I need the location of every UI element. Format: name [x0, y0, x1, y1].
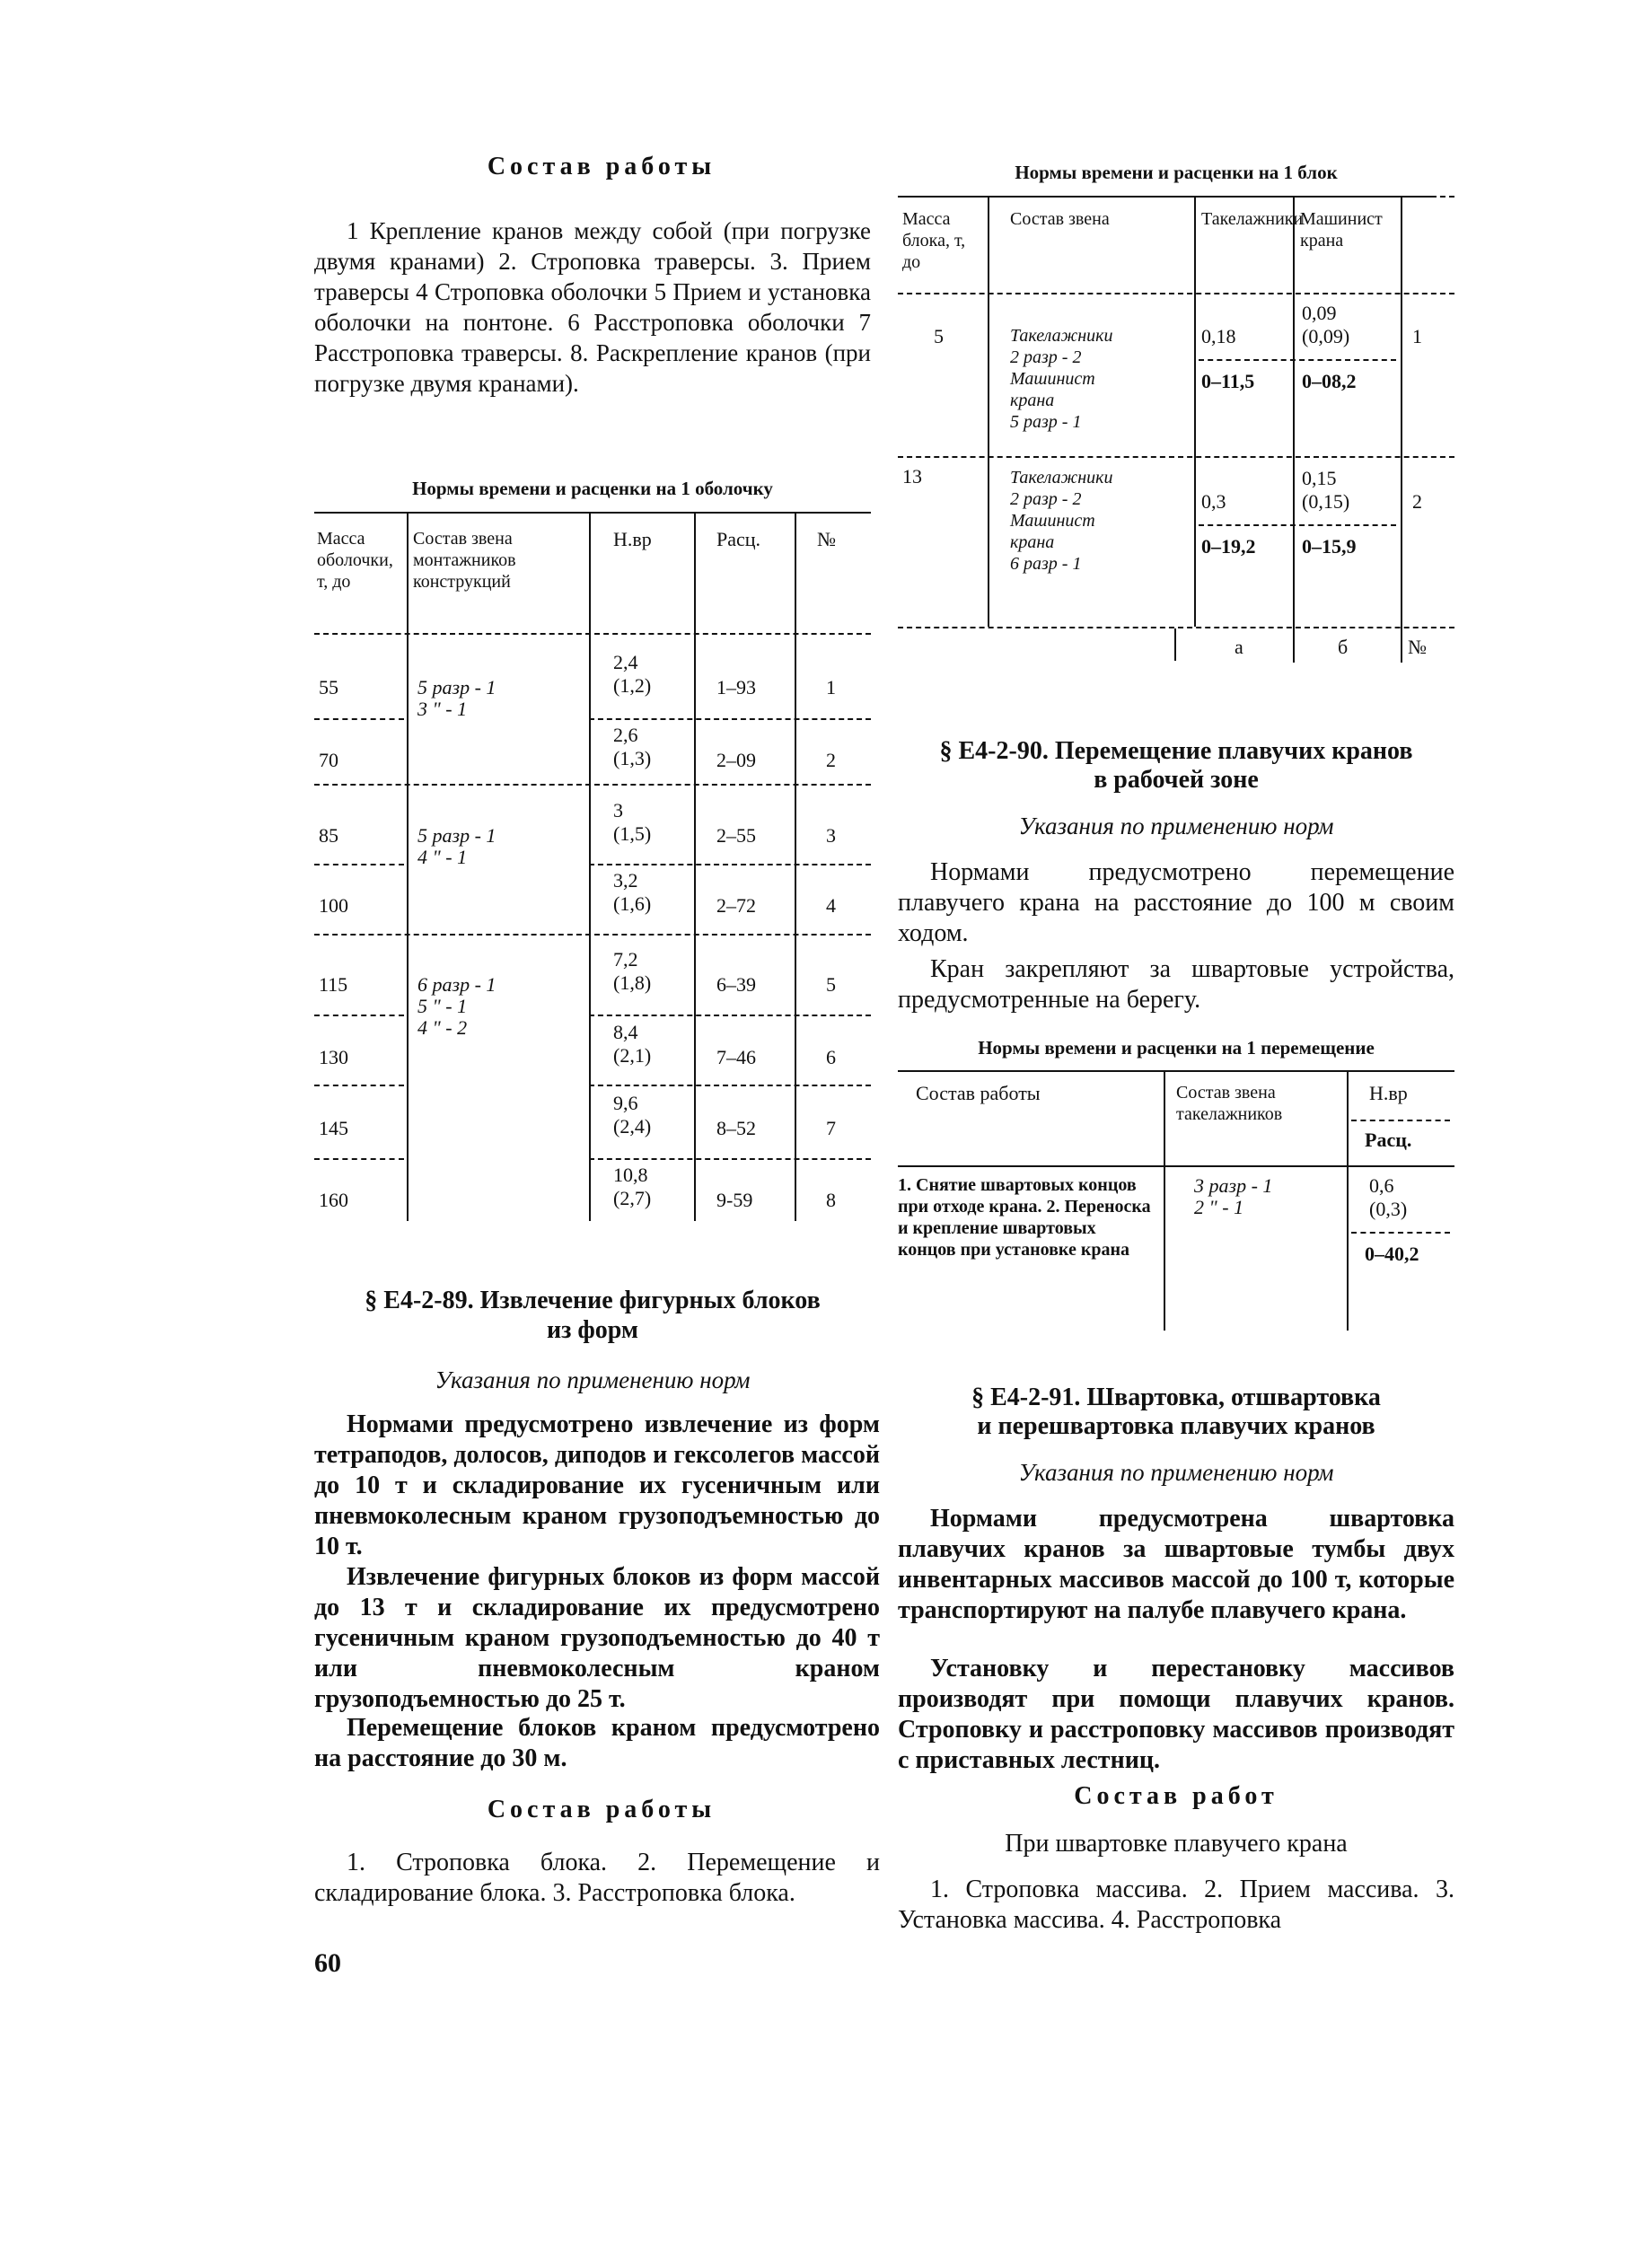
subheading-mooring: При швартовке плавучего крана	[1005, 1830, 1348, 1858]
table2-row1-operator-rate: 0–08,2	[1302, 370, 1357, 392]
table1-row5-crew-a: 6 разр - 1	[417, 973, 496, 996]
table1-row5-nvr2: (1,8)	[613, 971, 652, 994]
table2-row2-crew-b: 2 разр - 2	[1010, 489, 1082, 509]
table1-row5-crew-b: 5 " - 1	[417, 995, 468, 1017]
table2-row2-operator-rate: 0–15,9	[1302, 535, 1357, 558]
table1-row2-rate: 2–09	[716, 749, 756, 771]
table2-row1-riggers-nvr: 0,18	[1201, 325, 1236, 347]
table1-row4-nvr2: (1,6)	[613, 892, 652, 915]
section-91-paragraph-2: Установку и перестановку массивов производят при помощи плавучих кранов. Строповку и расстроповку массивов производят с приставных лестниц.	[898, 1655, 1454, 1774]
table3-header-work: Состав работы	[916, 1082, 1041, 1104]
table1-header-no: №	[817, 528, 836, 550]
section-91-subtitle: Указания по применению норм	[1018, 1459, 1334, 1486]
table1-row7-rate: 8–52	[716, 1117, 756, 1139]
table1-row1-mass: 55	[319, 676, 338, 698]
table1-header-mass: Масса оболочки, т, до	[317, 529, 393, 592]
section-90-subtitle: Указания по применению норм	[1018, 813, 1334, 839]
table2-row1-mass: 5	[934, 325, 944, 347]
table2-row1-riggers-rate: 0–11,5	[1201, 370, 1255, 392]
table1-row5-nvr: 7,2	[613, 948, 638, 971]
section-91-title-line2: и перешвартовка плавучих кранов	[977, 1412, 1375, 1440]
section-90-paragraph-1: Нормами предусмотрено перемещение плавучего крана на расстояние до 100 м своим ходом.	[898, 858, 1454, 947]
table2-header-operator: Машинист крана	[1300, 209, 1383, 250]
table1-row3-crew-b: 4 " - 1	[417, 846, 468, 868]
table1-row3-crew-a: 5 разр - 1	[417, 824, 496, 847]
table2-row2-crew-c: Машинист	[1010, 511, 1095, 531]
table1-row8-no: 8	[826, 1189, 836, 1211]
section-90-paragraph-2: Кран закрепляют за швартовые устройства, предусмотренные на берегу.	[898, 955, 1454, 1014]
table2-row2-operator-top: 0,15	[1302, 467, 1337, 489]
table1-row3-rate: 2–55	[716, 824, 756, 847]
table2-header-riggers: Такелажники	[1201, 209, 1304, 229]
table3-nvr2: (0,3)	[1369, 1198, 1408, 1220]
table2-row1-no: 1	[1412, 325, 1422, 347]
table1-row1-nvr: 2,4	[613, 651, 638, 673]
heading-work-composition-1: Состав работы	[487, 153, 716, 180]
table1-row6-nvr: 8,4	[613, 1021, 638, 1043]
table1-row8-mass: 160	[319, 1189, 348, 1211]
table1-row3-no: 3	[826, 824, 836, 847]
table1-row6-rate: 7–46	[716, 1046, 756, 1068]
table1-row1-nvr2: (1,2)	[613, 674, 652, 697]
section-89-paragraph-1: Нормами предусмотрено извлечение из форм тетраподов, долосов, диподов и гексолегов массой до 10 т и складирование их гусеничным или пневмоколесным краном грузоподъемностью до 10 т.	[314, 1410, 880, 1560]
table3-header-rate: Расц.	[1365, 1129, 1412, 1151]
table1-row3-mass: 85	[319, 824, 338, 847]
table2-caption: Нормы времени и расценки на 1 блок	[1015, 162, 1338, 183]
table2-footer-a: а	[1235, 636, 1243, 658]
section-89-subtitle: Указания по применению норм	[435, 1366, 751, 1393]
table2-row1-crew-e: 5 разр - 1	[1010, 412, 1082, 432]
table1-row6-mass: 130	[319, 1046, 348, 1068]
heading-work-composition-3: Состав работ	[1074, 1782, 1279, 1810]
table2-row2-mass: 13	[902, 465, 922, 488]
section-89-paragraph-3: Перемещение блоков краном предусмотрено на расстояние до 30 м.	[314, 1714, 880, 1772]
table1-row5-mass: 115	[319, 973, 348, 996]
table1-row8-nvr: 10,8	[613, 1164, 648, 1186]
work-composition-text-2: 1. Строповка блока. 2. Перемещение и складирование блока. 3. Расстроповка блока.	[314, 1849, 880, 1907]
table1-row1-crew-b: 3 " - 1	[417, 698, 468, 720]
section-91-title-line1: § Е4-2-91. Швартовка, отшвартовка	[971, 1384, 1381, 1411]
table1-row1-crew-a: 5 разр - 1	[417, 676, 496, 698]
table1-header-rate: Расц.	[716, 528, 761, 550]
table2-row2-crew-a: Такелажники	[1010, 468, 1113, 488]
table1-row3-nvr: 3	[613, 799, 623, 821]
work-composition-text-3: 1. Строповка массива. 2. Прием массива. 3. Установка массива. 4. Расстроповка	[898, 1876, 1454, 1934]
table3-header-crew: Состав звена такелажников	[1176, 1083, 1283, 1124]
section-89-title-line2: из форм	[547, 1316, 638, 1344]
table1-row1-no: 1	[826, 676, 836, 698]
table1-row4-no: 4	[826, 894, 836, 917]
table3-header-nvr: Н.вр	[1369, 1082, 1408, 1104]
table3-nvr: 0,6	[1369, 1174, 1394, 1197]
table1-header-nvr: Н.вр	[613, 528, 652, 550]
table1-row4-rate: 2–72	[716, 894, 756, 917]
section-90-title-line2: в рабочей зоне	[1094, 766, 1259, 794]
table1-caption: Нормы времени и расценки на 1 оболочку	[412, 478, 773, 499]
work-composition-text-1: 1 Крепление кранов между собой (при погрузке двумя кранами) 2. Строповка траверсы. 3. Прием траверсы 4 Строповка оболочки 5 Прием и установка оболочки на понтоне. 6 Расстроповка оболочки 7 Расстроповка траверсы. 8. Раскрепление кранов (при погрузке двумя кранами).	[314, 217, 871, 397]
table2-row1-operator-top: 0,09	[1302, 302, 1337, 324]
table1-row4-nvr: 3,2	[613, 869, 638, 892]
table3-rate: 0–40,2	[1365, 1243, 1419, 1265]
table1-row6-no: 6	[826, 1046, 836, 1068]
table1-header-crew: Состав звена монтажников конструкций	[413, 529, 516, 592]
table1-row8-rate: 9-59	[716, 1189, 753, 1211]
table3-crew-a: 3 разр - 1	[1194, 1174, 1273, 1197]
table1-row7-nvr2: (2,4)	[613, 1115, 652, 1138]
heading-work-composition-2: Состав работы	[487, 1796, 716, 1823]
table1-row5-rate: 6–39	[716, 973, 756, 996]
table3-work-text: 1. Снятие швартовых концов при отходе крана. 2. Переноска и крепление швартовых концов при установке крана	[898, 1175, 1151, 1260]
table1-row1-rate: 1–93	[716, 676, 756, 698]
table2-row2-crew-d: крана	[1010, 532, 1055, 552]
section-89-title-line1: § Е4-2-89. Извлечение фигурных блоков	[365, 1287, 821, 1314]
table2-row1-crew-c: Машинист	[1010, 369, 1095, 389]
table2-row2-crew-e: 6 разр - 1	[1010, 554, 1082, 574]
table2-row2-riggers-nvr: 0,3	[1201, 490, 1226, 513]
table1-row8-nvr2: (2,7)	[613, 1187, 652, 1209]
table2-footer-no: №	[1408, 636, 1427, 658]
table1-row2-nvr: 2,6	[613, 724, 638, 746]
page-number: 60	[314, 1948, 341, 1978]
table1-row2-nvr2: (1,3)	[613, 747, 652, 769]
section-89-paragraph-2: Извлечение фигурных блоков из форм массой до 13 т и складирование их предусмотрено гусеничным краном грузоподъемностью до 40 т или пневмоколесным краном грузоподъемностью до 25 т.	[314, 1563, 880, 1713]
table1-row7-no: 7	[826, 1117, 836, 1139]
section-90-title-line1: § Е4-2-90. Перемещение плавучих кранов	[939, 737, 1413, 765]
table1-row5-crew-c: 4 " - 2	[417, 1016, 468, 1039]
table1-row5-no: 5	[826, 973, 836, 996]
table1-row2-mass: 70	[319, 749, 338, 771]
table2-row1-crew-a: Такелажники	[1010, 326, 1113, 346]
table1-row2-no: 2	[826, 749, 836, 771]
table3-crew-b: 2 " - 1	[1194, 1196, 1244, 1218]
table1-row7-nvr: 9,6	[613, 1092, 638, 1114]
table1-row6-nvr2: (2,1)	[613, 1044, 652, 1067]
section-91-paragraph-1: Нормами предусмотрена швартовка плавучих кранов за швартовые тумбы двух инвентарных массивов массой до 100 т, которые транспортируют на палубе плавучего крана.	[898, 1505, 1454, 1624]
table1-row7-mass: 145	[319, 1117, 348, 1139]
table2-row2-riggers-rate: 0–19,2	[1201, 535, 1256, 558]
table2-row1-crew-b: 2 разр - 2	[1010, 347, 1082, 367]
table2-header-mass: Масса блока, т, до	[902, 209, 966, 272]
table2-row1-operator-nvr: (0,09)	[1302, 325, 1350, 347]
table1-row4-mass: 100	[319, 894, 348, 917]
table1-row3-nvr2: (1,5)	[613, 822, 652, 845]
table2-header-crew: Состав звена	[1010, 209, 1110, 229]
table2-footer-b: б	[1338, 636, 1349, 658]
table2-row2-operator-nvr: (0,15)	[1302, 490, 1350, 513]
table2-row2-no: 2	[1412, 490, 1422, 513]
table2-row1-crew-d: крана	[1010, 391, 1055, 410]
table3-caption: Нормы времени и расценки на 1 перемещение	[978, 1037, 1375, 1059]
